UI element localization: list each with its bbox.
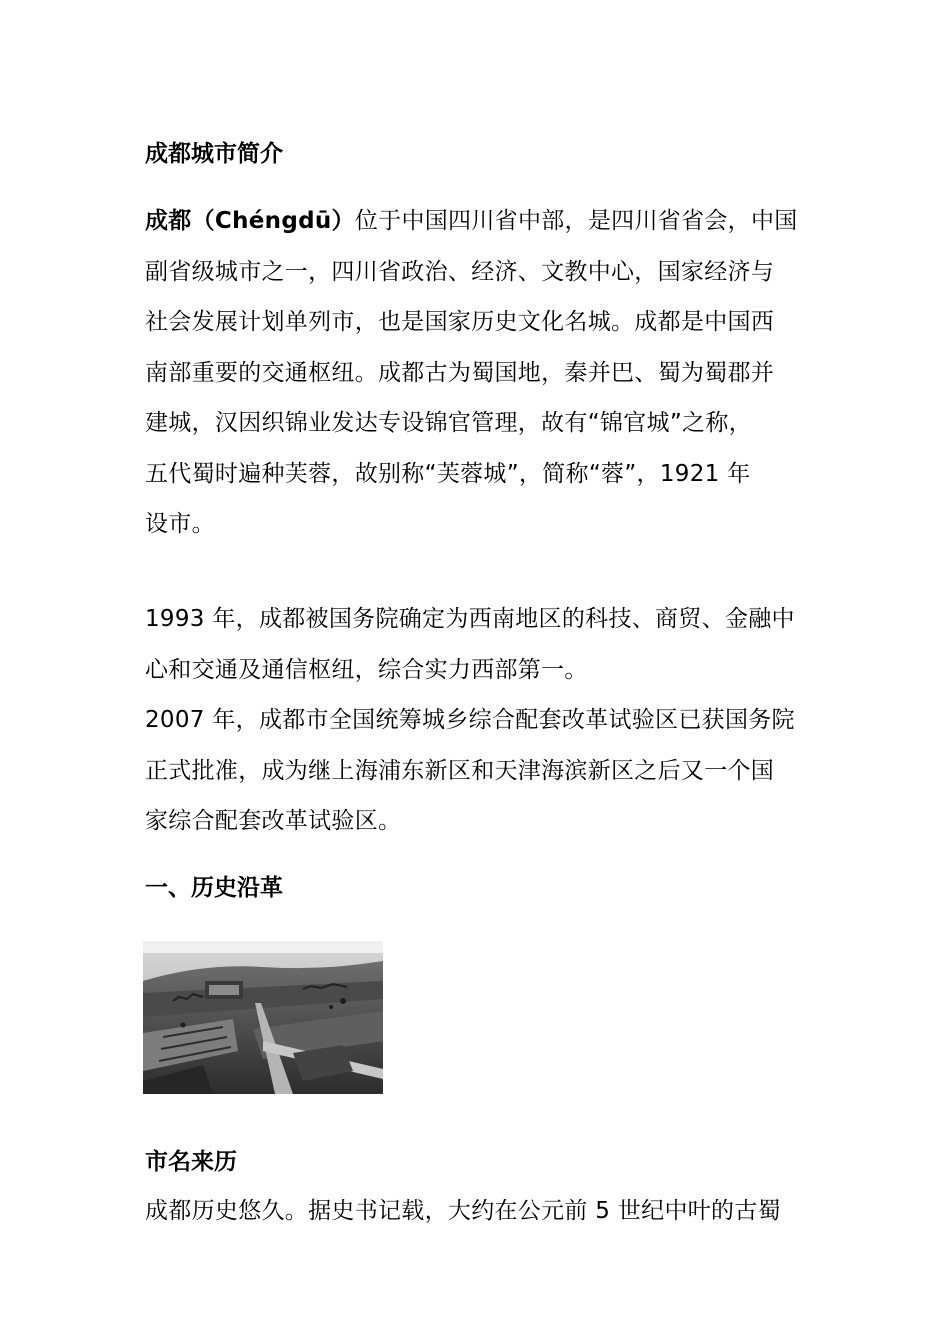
intro-line: 设市。 [145, 511, 215, 537]
intro-line: 南部重要的交通枢纽。成都古为蜀国地，秦并巴、蜀为蜀郡并 [145, 359, 775, 386]
intro-lead: 成都（Chéngdū） [145, 208, 355, 234]
paragraph-2007 [145, 695, 850, 847]
paragraph-line: 心和交通及通信枢纽，综合实力西部第一。 [145, 656, 588, 683]
intro-line: 副省级城市之一，四川省政治、经济、文教中心，国家经济与 [145, 258, 775, 285]
aerial-city-image [143, 941, 383, 1094]
intro-line: 社会发展计划单列市，也是国家历史文化名城。成都是中国西 [145, 309, 775, 335]
historical-aerial-photo [143, 941, 383, 1094]
paragraph-line: 正式批准，成为继上海浦东新区和天津海滨新区之后又一个国 [145, 757, 775, 784]
paragraph-line: 1993 年，成都被国务院确定为西南地区的科技、商贸、金融中 [145, 606, 795, 632]
paragraph-line: 成都历史悠久。据史书记载，大约在公元前 5 世纪中叶的古蜀 [145, 1198, 781, 1224]
page-title: 成都城市简介 [145, 141, 283, 167]
intro-line: 建城，汉因织锦业发达专设锦官管理，故有“锦官城”之称， [145, 410, 752, 436]
section-heading-history: 一、历史沿革 [145, 875, 283, 901]
intro-line-1-rest: 位于中国四川省中部，是四川省省会，中国 [354, 208, 798, 234]
paragraph-line: 2007 年，成都市全国统筹城乡综合配套改革试验区已获国务院 [145, 707, 795, 733]
paragraph-1993 [145, 594, 850, 695]
paragraph-line: 家综合配套改革试验区。 [145, 808, 402, 834]
intro-paragraph [145, 196, 850, 550]
section-heading-name-origin: 市名来历 [145, 1149, 237, 1175]
intro-line-1 [145, 196, 850, 247]
intro-line: 五代蜀时遍种芙蓉，故别称“芙蓉城”，简称“蓉”，1921 年 [145, 460, 751, 487]
paragraph-history [145, 1186, 850, 1237]
